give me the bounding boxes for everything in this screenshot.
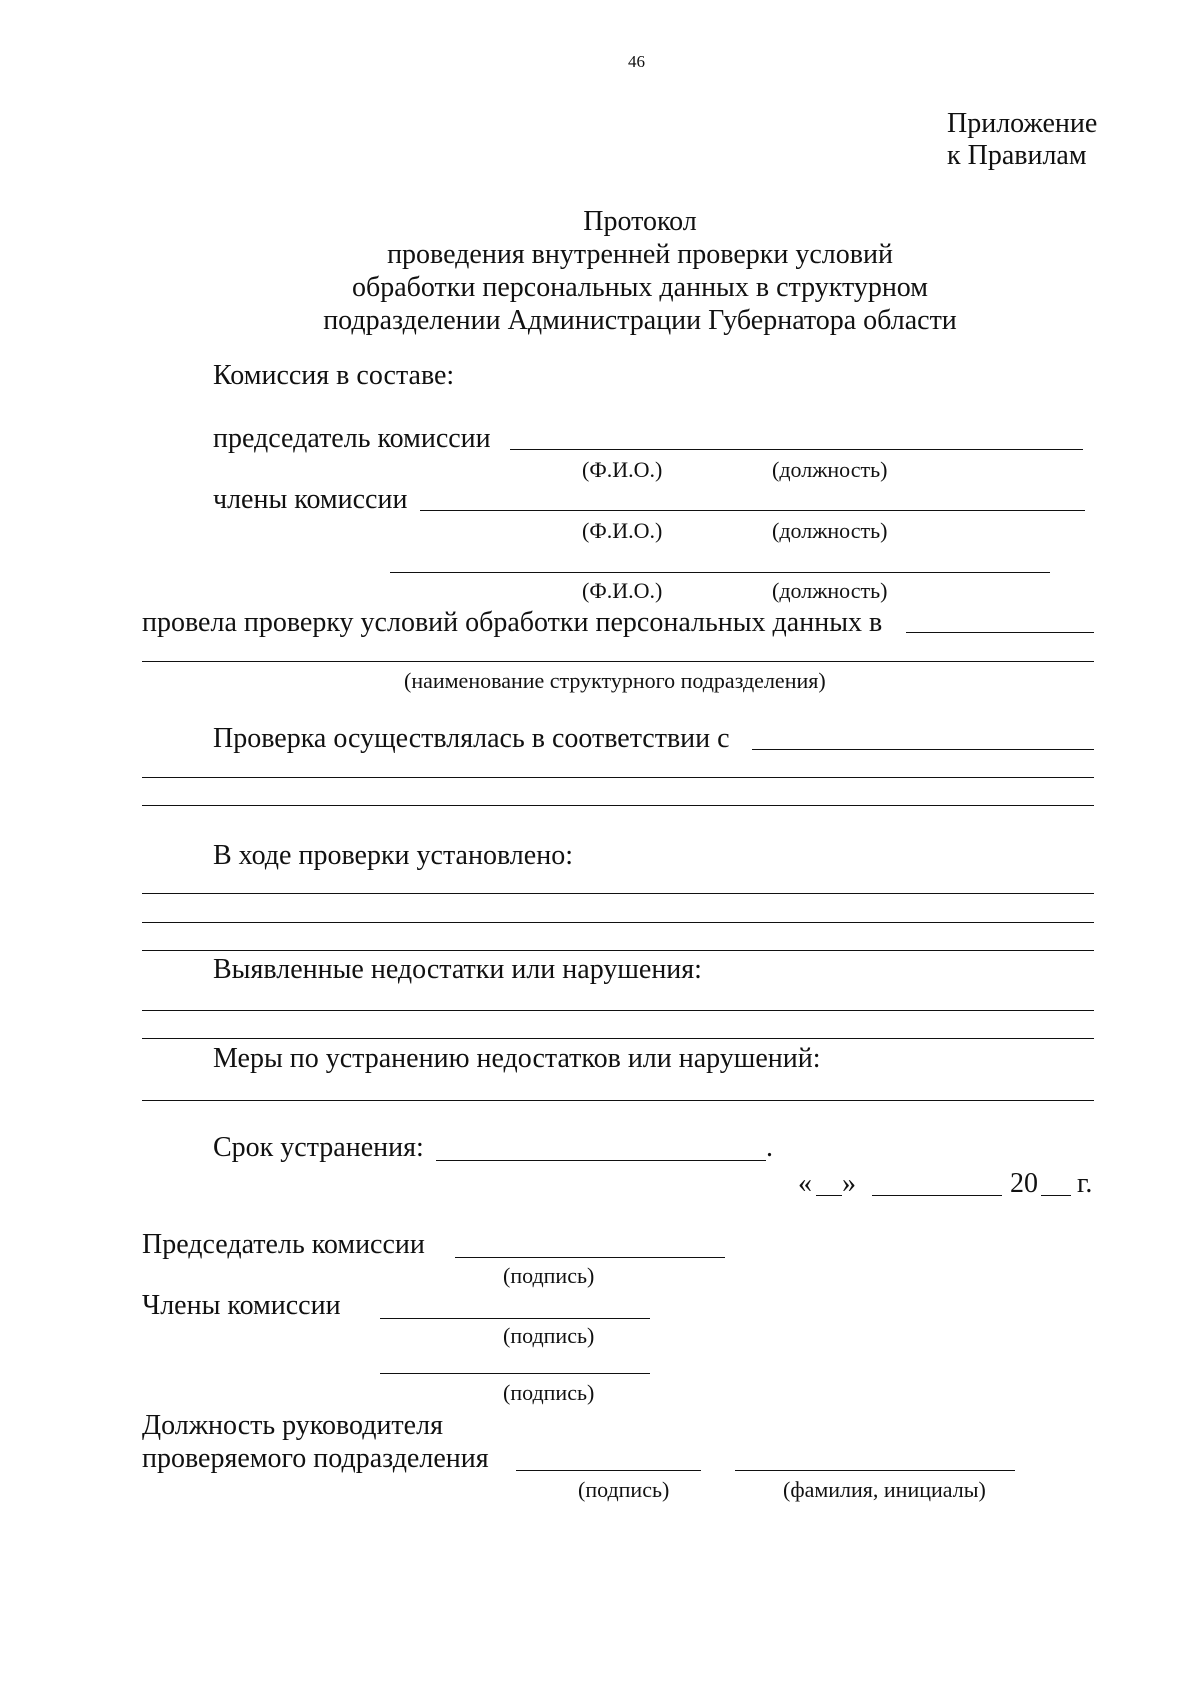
date-year-prefix: 20 xyxy=(1010,1168,1038,1199)
deadline-period: . xyxy=(766,1132,773,1163)
measures-line-1[interactable] xyxy=(142,1100,1094,1101)
sig-chair-line[interactable] xyxy=(455,1257,725,1258)
established-line-1[interactable] xyxy=(142,893,1094,894)
member1-fio-caption: (Ф.И.О.) xyxy=(582,518,663,543)
basis-label: Проверка осуществлялась в соответствии с xyxy=(213,723,730,754)
violations-label: Выявленные недостатки или нарушения: xyxy=(213,954,702,985)
date-day-line[interactable] xyxy=(816,1195,842,1196)
chair-fio-caption: (Ф.И.О.) xyxy=(582,457,663,482)
established-label: В ходе проверки установлено: xyxy=(213,840,573,871)
date-close-quote: » xyxy=(842,1168,856,1199)
chair-fio-line[interactable] xyxy=(510,449,1083,450)
title-line-2: проведения внутренней проверки условий xyxy=(387,239,893,270)
head-name-caption: (фамилия, инициалы) xyxy=(783,1477,986,1502)
measures-label: Меры по устранению недостатков или нарушений: xyxy=(213,1043,821,1074)
commission-heading: Комиссия в составе: xyxy=(213,360,455,391)
check-performed-text: провела проверку условий обработки персональных данных в xyxy=(142,607,883,638)
member1-position-caption: (должность) xyxy=(772,518,888,543)
appendix-line-1: Приложение xyxy=(947,108,1098,139)
sig-members-label: Члены комиссии xyxy=(142,1290,341,1321)
appendix-line-2: к Правилам xyxy=(947,140,1087,171)
head-label-line-1: Должность руководителя xyxy=(142,1410,443,1441)
title-line-4: подразделении Администрации Губернатора области xyxy=(323,305,957,336)
unit-line-2[interactable] xyxy=(142,661,1094,662)
chair-label: председатель комиссии xyxy=(213,423,491,454)
member1-fio-line[interactable] xyxy=(420,510,1085,511)
deadline-label: Срок устранения: xyxy=(213,1132,424,1163)
violations-line-2[interactable] xyxy=(142,1038,1094,1039)
sig-member1-line[interactable] xyxy=(380,1318,650,1319)
sig-member2-line[interactable] xyxy=(380,1373,650,1374)
violations-line-1[interactable] xyxy=(142,1010,1094,1011)
unit-line-1[interactable] xyxy=(906,632,1094,633)
basis-line-1[interactable] xyxy=(752,749,1094,750)
head-label-line-2: проверяемого подразделения xyxy=(142,1443,489,1474)
date-year-suffix: г. xyxy=(1077,1168,1093,1199)
member2-fio-caption: (Ф.И.О.) xyxy=(582,578,663,603)
page-number: 46 xyxy=(628,52,645,71)
member2-fio-line[interactable] xyxy=(390,572,1050,573)
date-year-line[interactable] xyxy=(1041,1195,1071,1196)
title-line-1: Протокол xyxy=(583,206,697,237)
chair-position-caption: (должность) xyxy=(772,457,888,482)
members-label: члены комиссии xyxy=(213,484,408,515)
sig-chair-label: Председатель комиссии xyxy=(142,1229,425,1260)
deadline-line[interactable] xyxy=(436,1160,766,1161)
unit-caption: (наименование структурного подразделения) xyxy=(404,668,826,693)
head-signature-caption: (подпись) xyxy=(578,1477,670,1502)
basis-line-2[interactable] xyxy=(142,777,1094,778)
basis-line-3[interactable] xyxy=(142,805,1094,806)
date-month-line[interactable] xyxy=(872,1195,1002,1196)
title-line-3: обработки персональных данных в структурном xyxy=(352,272,928,303)
head-name-line[interactable] xyxy=(735,1470,1015,1471)
sig-chair-caption: (подпись) xyxy=(503,1263,595,1288)
date-open-quote: « xyxy=(798,1168,812,1199)
member2-position-caption: (должность) xyxy=(772,578,888,603)
established-line-2[interactable] xyxy=(142,922,1094,923)
established-line-3[interactable] xyxy=(142,950,1094,951)
sig-member2-caption: (подпись) xyxy=(503,1380,595,1405)
sig-member1-caption: (подпись) xyxy=(503,1323,595,1348)
head-signature-line[interactable] xyxy=(516,1470,701,1471)
